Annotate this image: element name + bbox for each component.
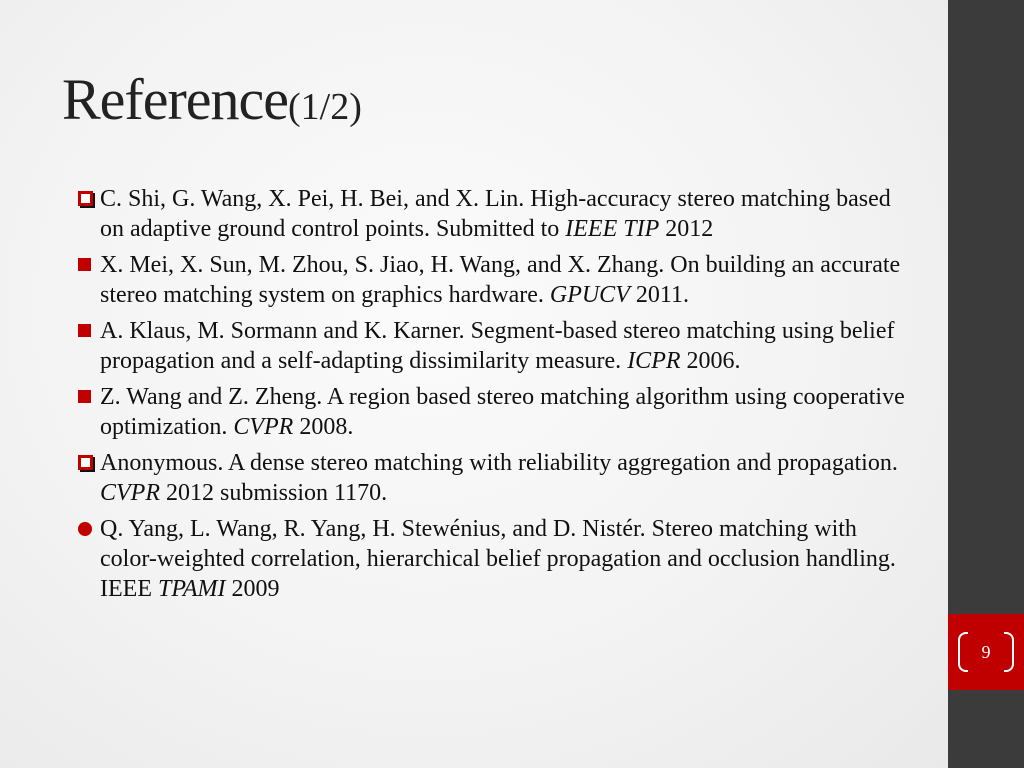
title-main: Reference (62, 67, 289, 132)
box-icon (78, 191, 93, 206)
reference-year: 2011. (629, 282, 689, 308)
reference-venue: TPAMI (157, 576, 226, 602)
reference-year: 2006. (680, 348, 741, 374)
reference-year: 2009 (225, 576, 280, 602)
right-bracket-icon (1004, 632, 1014, 672)
title-suffix: (1/2) (288, 86, 362, 128)
reference-item-2 (78, 250, 908, 310)
reference-item-1 (78, 184, 908, 244)
page-number-box (948, 614, 1024, 690)
reference-year: 2008. (293, 414, 354, 440)
reference-item-4 (78, 382, 908, 442)
reference-item-5 (78, 448, 908, 508)
reference-text: Anonymous. A dense stereo matching with reliability aggregation and propagation. (100, 450, 898, 476)
reference-item-3 (78, 316, 908, 376)
reference-venue: IEEE TIP (565, 216, 660, 242)
reference-text: X. Mei, X. Sun, M. Zhou, S. Jiao, H. Wang, and X. Zhang. On building an accurate stereo matching system on graphics hardware. (100, 252, 901, 308)
reference-venue: ICPR (627, 348, 681, 374)
square-icon (78, 324, 91, 337)
circle-icon (78, 522, 92, 536)
box-icon (78, 455, 93, 470)
reference-text: Q. Yang, L. Wang, R. Yang, H. Stewénius, and D. Nistér. Stereo matching with color-weighted correlation, hierarchical belief propagation and occlusion handling. IEEE (100, 516, 896, 602)
reference-venue: CVPR (233, 414, 294, 440)
reference-venue: CVPR (100, 480, 160, 506)
page-title (62, 66, 362, 133)
page-number: 9 (981, 642, 991, 662)
reference-text: A. Klaus, M. Sormann and K. Karner. Segment-based stereo matching using belief propagation and a self-adapting dissimilarity measure. (100, 318, 895, 374)
reference-venue: GPUCV (549, 282, 630, 308)
square-icon (78, 390, 91, 403)
reference-text: Z. Wang and Z. Zheng. A region based stereo matching algorithm using cooperative optimization. (100, 384, 905, 440)
reference-year: 2012 (659, 216, 714, 242)
reference-year: 2012 submission 1170. (160, 480, 388, 506)
reference-list (78, 184, 908, 610)
reference-text: C. Shi, G. Wang, X. Pei, H. Bei, and X. Lin. High-accuracy stereo matching based on adaptive ground control points. Submitted to (100, 186, 891, 242)
reference-item-6 (78, 514, 908, 604)
square-icon (78, 258, 91, 271)
